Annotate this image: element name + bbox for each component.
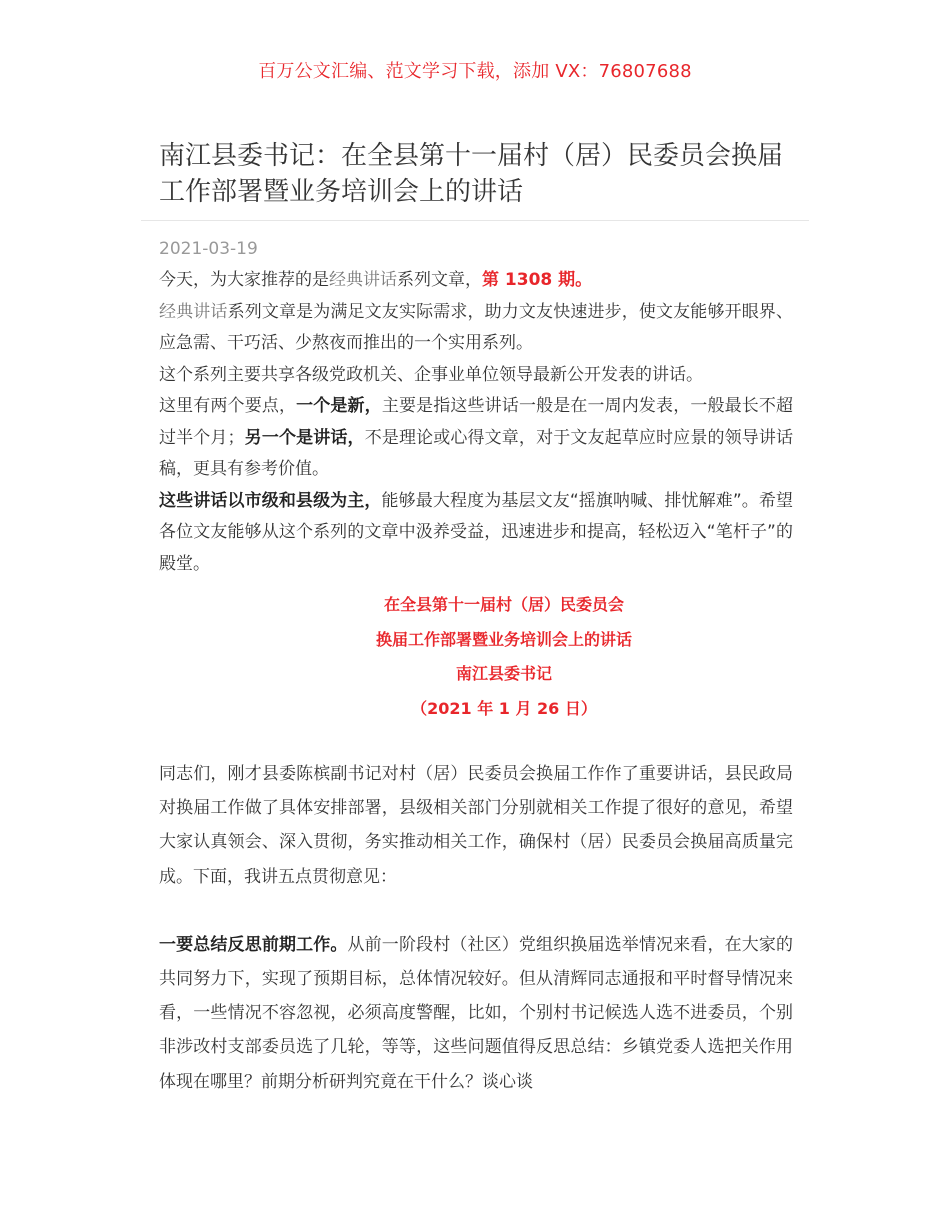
paragraph-gap (159, 894, 793, 928)
series-name: 经典讲话 (329, 270, 397, 290)
intro-p4-c: 主要是指这些讲话一般是在一周内发表，一般最长不超过半个月； (159, 396, 794, 448)
article-title: 南江县委书记：在全县第十一届村（居）民委员会换届工作部署暨业务培训会上的讲话 (159, 141, 784, 207)
intro-paragraph-4 (159, 391, 793, 486)
promo-banner: 百万公文汇编、范文学习下载，添加 VX：76807688 (258, 61, 692, 82)
intro-section (159, 265, 793, 580)
intro-p4-b: 一个是新， (296, 396, 382, 416)
speech-date: （2021 年 1 月 26 日） (411, 698, 597, 718)
intro-p4-a: 这里有两个要点， (159, 396, 297, 416)
speech-title-line-2: 换届工作部署暨业务培训会上的讲话 (375, 629, 632, 649)
issue-number: 第 1308 期。 (482, 270, 593, 290)
intro-p4-e: 不是理论或心得文章，对于文友起草应时应景的领导讲话稿，更具有参考价值。 (159, 427, 794, 479)
intro-p5-bold: 这些讲话以市级和县级为主， (159, 490, 382, 511)
speech-paragraph-2 (159, 928, 793, 1099)
intro-paragraph-2 (159, 297, 793, 360)
intro-paragraph-1 (159, 265, 793, 297)
speech-header (159, 588, 849, 726)
intro-p5-text: 能够最大程度为基层文友“摇旗呐喊、排忧解难”。希望各位文友能够从这个系列的文章中汲养受益，迅速进步和提高，轻松迈入“笔杆子”的殿堂。 (159, 490, 793, 574)
speech-title-line-1: 在全县第十一届村（居）民委员会 (383, 595, 624, 614)
intro-p4-d: 另一个是讲话， (244, 427, 365, 448)
intro-paragraph-3: 这个系列主要共享各级党政机关、企事业单位领导最新公开发表的讲话。 (159, 364, 703, 385)
intro-p2-text: 系列文章是为满足文友实际需求，助力文友快速进步，使文友能够开眼界、应急需、干巧活、少熬夜而推出的一个实用系列。 (159, 301, 794, 353)
speech-p2-heading: 一要总结反思前期工作。 (159, 934, 348, 955)
speech-body (159, 757, 793, 1099)
title-divider (141, 220, 809, 221)
publish-date: 2021-03-19 (159, 239, 258, 259)
speech-paragraph-1: 同志们，刚才县委陈槟副书记对村（居）民委员会换届工作作了重要讲话，县民政局对换届工作做了具体安排部署，县级相关部门分别就相关工作提了很好的意见，希望大家认真领会、深入贯彻，务实推动相关工作，确保村（居）民委员会换届高质量完成。下面，我讲五点贯彻意见： (159, 764, 793, 887)
speech-p2-text: 从前一阶段村（社区）党组织换届选举情况来看，在大家的共同努力下，实现了预期目标，总体情况较好。但从清辉同志通报和平时督导情况来看，一些情况不容忽视，必须高度警醒，比如，个别村书记候选人选不进委员，个别非涉改村支部委员选了几轮，等等，这些问题值得反思总结：乡镇党委人选把关作用体现在哪里？前期分析研判究竟在干什么？谈心谈 (159, 934, 794, 1092)
intro-p1-prefix: 今天，为大家推荐的是 (159, 270, 329, 290)
series-name-2: 经典讲话 (159, 301, 228, 322)
intro-paragraph-5 (159, 486, 793, 581)
speech-speaker: 南江县委书记 (455, 664, 552, 683)
intro-p1-middle: 系列文章， (397, 270, 482, 290)
